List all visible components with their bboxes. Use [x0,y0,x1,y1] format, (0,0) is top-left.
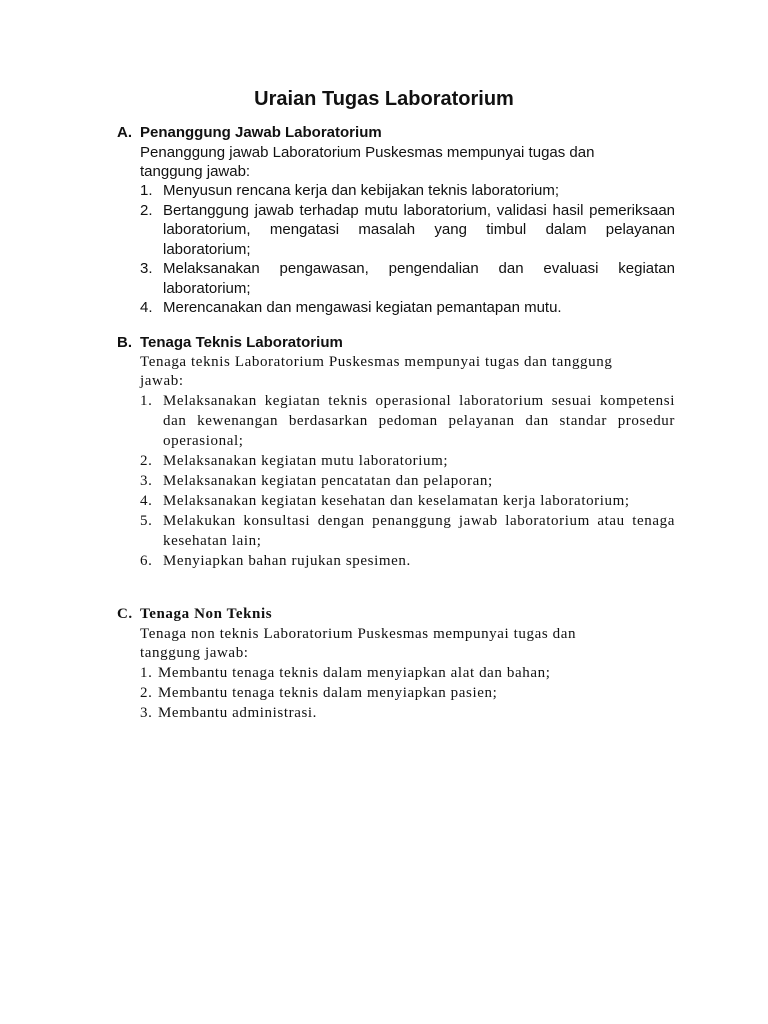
item-number: 6. [140,553,153,569]
section-tenaga-teknis [117,333,675,571]
item-number: 3. [140,473,153,489]
list-item [117,391,675,451]
section-intro: Tenaga non teknis Laboratorium Puskesmas mempunyai tugas dan tanggung jawab: [140,626,577,661]
item-text: Membantu tenaga teknis dalam menyiapkan alat dan bahan; [158,665,551,681]
section-letter: B. [117,334,132,351]
item-text: Menyiapkan bahan rujukan spesimen. [163,553,411,569]
section-letter: A. [117,124,132,141]
item-text: Menyusun rencana kerja dan kebijakan teknis laboratorium; [163,182,560,199]
item-text: Melaksanakan kegiatan pencatatan dan pelaporan; [163,473,493,489]
section-heading [117,605,675,624]
list-item [117,451,675,471]
duty-list [117,391,675,571]
section-heading [117,123,675,142]
section-intro: Tenaga teknis Laboratorium Puskesmas mempunyai tugas dan tanggung jawab: [140,354,613,389]
item-number: 4. [140,299,153,316]
section-heading-text: Tenaga Teknis Laboratorium [140,334,343,351]
item-text: Melakukan konsultasi dengan penanggung jawab laboratorium atau tenaga kesehatan lain; [163,513,675,549]
item-number: 3. [140,705,153,721]
section-penanggung-jawab [117,123,675,318]
section-intro: Penanggung jawab Laboratorium Puskesmas mempunyai tugas dan tanggung jawab: [140,144,595,180]
page-title: Uraian Tugas Laboratorium [254,88,514,110]
item-text: Membantu tenaga teknis dalam menyiapkan pasien; [158,685,498,701]
item-text: Melaksanakan kegiatan mutu laboratorium; [163,453,449,469]
item-text: Membantu administrasi. [158,705,318,721]
item-text: Bertanggung jawab terhadap mutu laboratorium, validasi hasil pemeriksaan laboratorium, mengatasi masalah yang timbul dalam pelayanan laboratorium; [163,201,675,258]
list-item [117,511,675,551]
list-item [117,663,675,683]
item-text: Melaksanakan kegiatan kesehatan dan keselamatan kerja laboratorium; [163,493,630,509]
item-number: 2. [140,453,153,469]
list-item [117,703,675,723]
section-heading-text: Penanggung Jawab Laboratorium [140,124,382,141]
item-text: Melaksanakan kegiatan teknis operasional laboratorium sesuai kompetensi dan kewenangan berdasarkan pedoman pelayanan dan standar prosedur operasional; [163,393,675,449]
list-item [117,181,675,201]
list-item [117,298,675,318]
item-number: 4. [140,493,153,509]
list-item [117,491,675,511]
list-item [117,471,675,491]
duty-list [117,181,675,318]
item-number: 2. [140,685,153,701]
section-tenaga-non-teknis [117,605,675,723]
item-text: Melaksanakan pengawasan, pengendalian dan evaluasi kegiatan laboratorium; [163,260,675,297]
list-item [117,683,675,703]
section-heading-text: Tenaga Non Teknis [140,606,273,622]
duty-list [117,663,675,723]
item-number: 1. [140,665,153,681]
list-item [117,551,675,571]
section-letter: C. [117,606,133,622]
item-number: 3. [140,260,153,277]
section-heading [117,333,675,352]
list-item [117,259,675,298]
item-number: 1. [140,393,153,409]
item-number: 5. [140,513,153,529]
item-number: 1. [140,182,153,199]
item-number: 2. [140,201,153,219]
list-item [117,201,675,260]
item-text: Merencanakan dan mengawasi kegiatan pemantapan mutu. [163,299,562,316]
